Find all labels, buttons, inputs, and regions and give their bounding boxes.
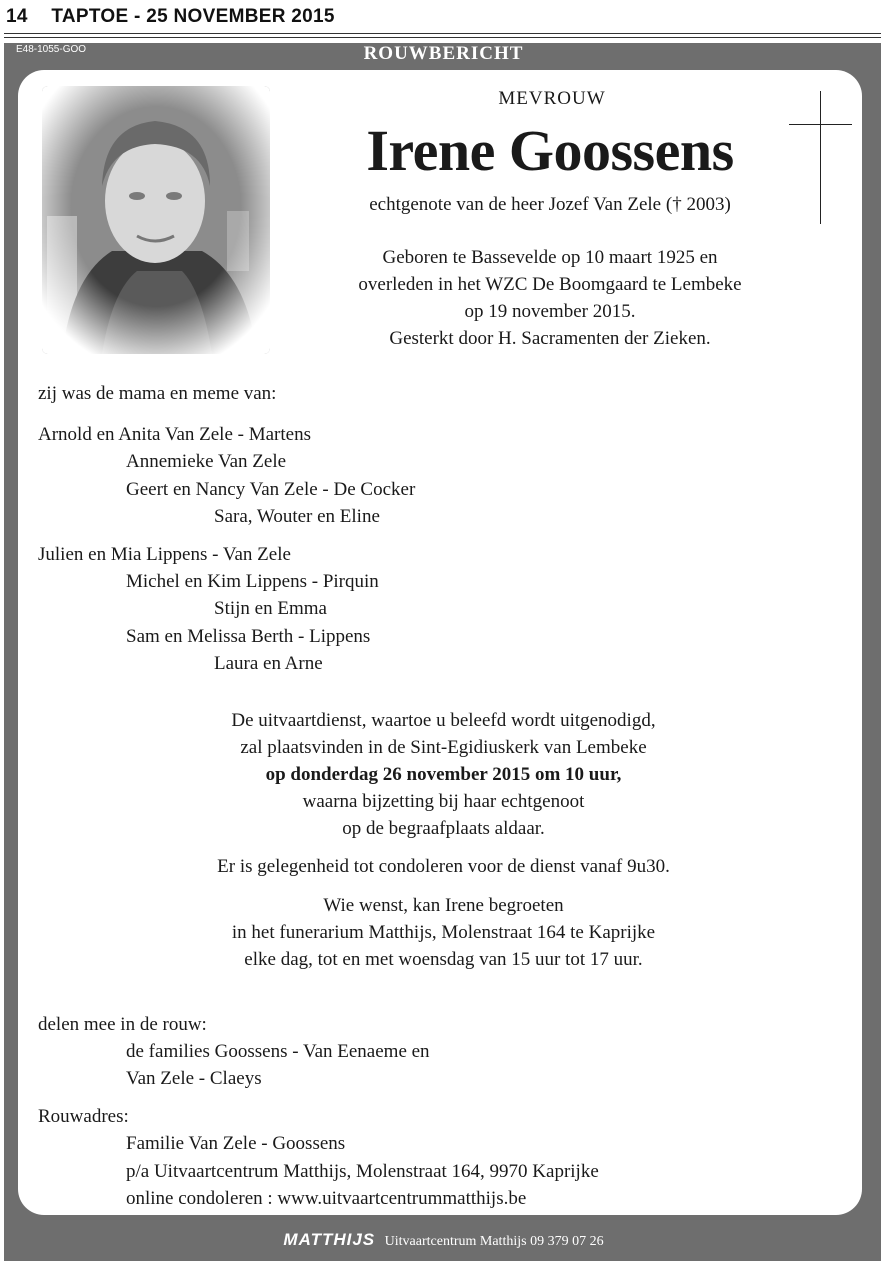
family-intro: zij was de mama en meme van:	[38, 383, 277, 404]
text-line: elke dag, tot en met woensdag van 15 uur tot 17 uur.	[244, 949, 643, 970]
page-header	[6, 6, 335, 28]
mourn-line: de families Goossens - Van Eenaeme en	[126, 1041, 430, 1062]
newspaper-title: TAPTOE - 25 NOVEMBER 2015	[51, 6, 335, 27]
text-line: in het funerarium Matthijs, Molenstraat 164 te Kaprijke	[231, 922, 656, 943]
salutation: MEVROUW	[498, 88, 606, 109]
address-line: p/a Uitvaartcentrum Matthijs, Molenstraat 164, 9970 Kaprijke	[126, 1161, 599, 1182]
family-member: Arnold en Anita Van Zele - Martens	[38, 424, 311, 445]
family-member: Julien en Mia Lippens - Van Zele	[38, 544, 291, 565]
family-member: Annemieke Van Zele	[126, 451, 287, 472]
mourn-intro: delen mee in de rouw:	[38, 1014, 207, 1035]
condolence-line: Er is gelegenheid tot condoleren voor de dienst vanaf 9u30.	[217, 856, 670, 877]
header-rule-thin	[4, 37, 881, 38]
address-line: Familie Van Zele - Goossens	[126, 1133, 346, 1154]
birth-death-block	[290, 244, 810, 352]
text-line: op 19 november 2015.	[464, 301, 636, 322]
funeral-home-contact: Uitvaartcentrum Matthijs 09 379 07 26	[384, 1234, 604, 1249]
family-member: Sara, Wouter en Eline	[214, 506, 380, 527]
header-rule	[4, 33, 881, 34]
spouse-line: echtgenote van de heer Jozef Van Zele († 2003)	[369, 194, 731, 215]
notice-type-title: ROUWBERICHT	[363, 43, 524, 64]
text-line: De uitvaartdienst, waartoe u beleefd wordt uitgenodigd,	[231, 710, 656, 731]
funeral-home-logo: MATTHIJS	[283, 1230, 376, 1249]
notice-code: E48-1055-GOO	[16, 44, 87, 55]
portrait-photo	[42, 86, 270, 354]
address-label: Rouwadres:	[38, 1106, 129, 1127]
text-line: op de begraafplaats aldaar.	[342, 818, 545, 839]
service-date: op donderdag 26 november 2015 om 10 uur,	[265, 764, 622, 785]
address-line: online condoleren : www.uitvaartcentrummatthijs.be	[126, 1188, 527, 1209]
text-line: Gesterkt door H. Sacramenten der Zieken.	[389, 328, 711, 349]
funeral-service-block	[100, 707, 787, 842]
text-line: Wie wenst, kan Irene begroeten	[323, 895, 564, 916]
funeral-home-footer	[0, 1230, 887, 1250]
visitation-block	[100, 892, 787, 973]
deceased-name: Irene Goossens	[366, 118, 734, 183]
text-line: zal plaatsvinden in de Sint-Egidiuskerk van Lembeke	[240, 737, 647, 758]
page-number: 14	[6, 6, 28, 27]
cross-vertical	[820, 91, 821, 224]
family-member: Michel en Kim Lippens - Pirquin	[126, 571, 379, 592]
family-member: Geert en Nancy Van Zele - De Cocker	[126, 479, 416, 500]
text-line: waarna bijzetting bij haar echtgenoot	[302, 791, 585, 812]
family-member: Sam en Melissa Berth - Lippens	[126, 626, 371, 647]
mourn-line: Van Zele - Claeys	[126, 1068, 262, 1089]
text-line: overleden in het WZC De Boomgaard te Lembeke	[358, 274, 742, 295]
text-line: Geboren te Bassevelde op 10 maart 1925 en	[382, 247, 718, 268]
family-member: Stijn en Emma	[214, 598, 327, 619]
family-member: Laura en Arne	[214, 653, 323, 674]
